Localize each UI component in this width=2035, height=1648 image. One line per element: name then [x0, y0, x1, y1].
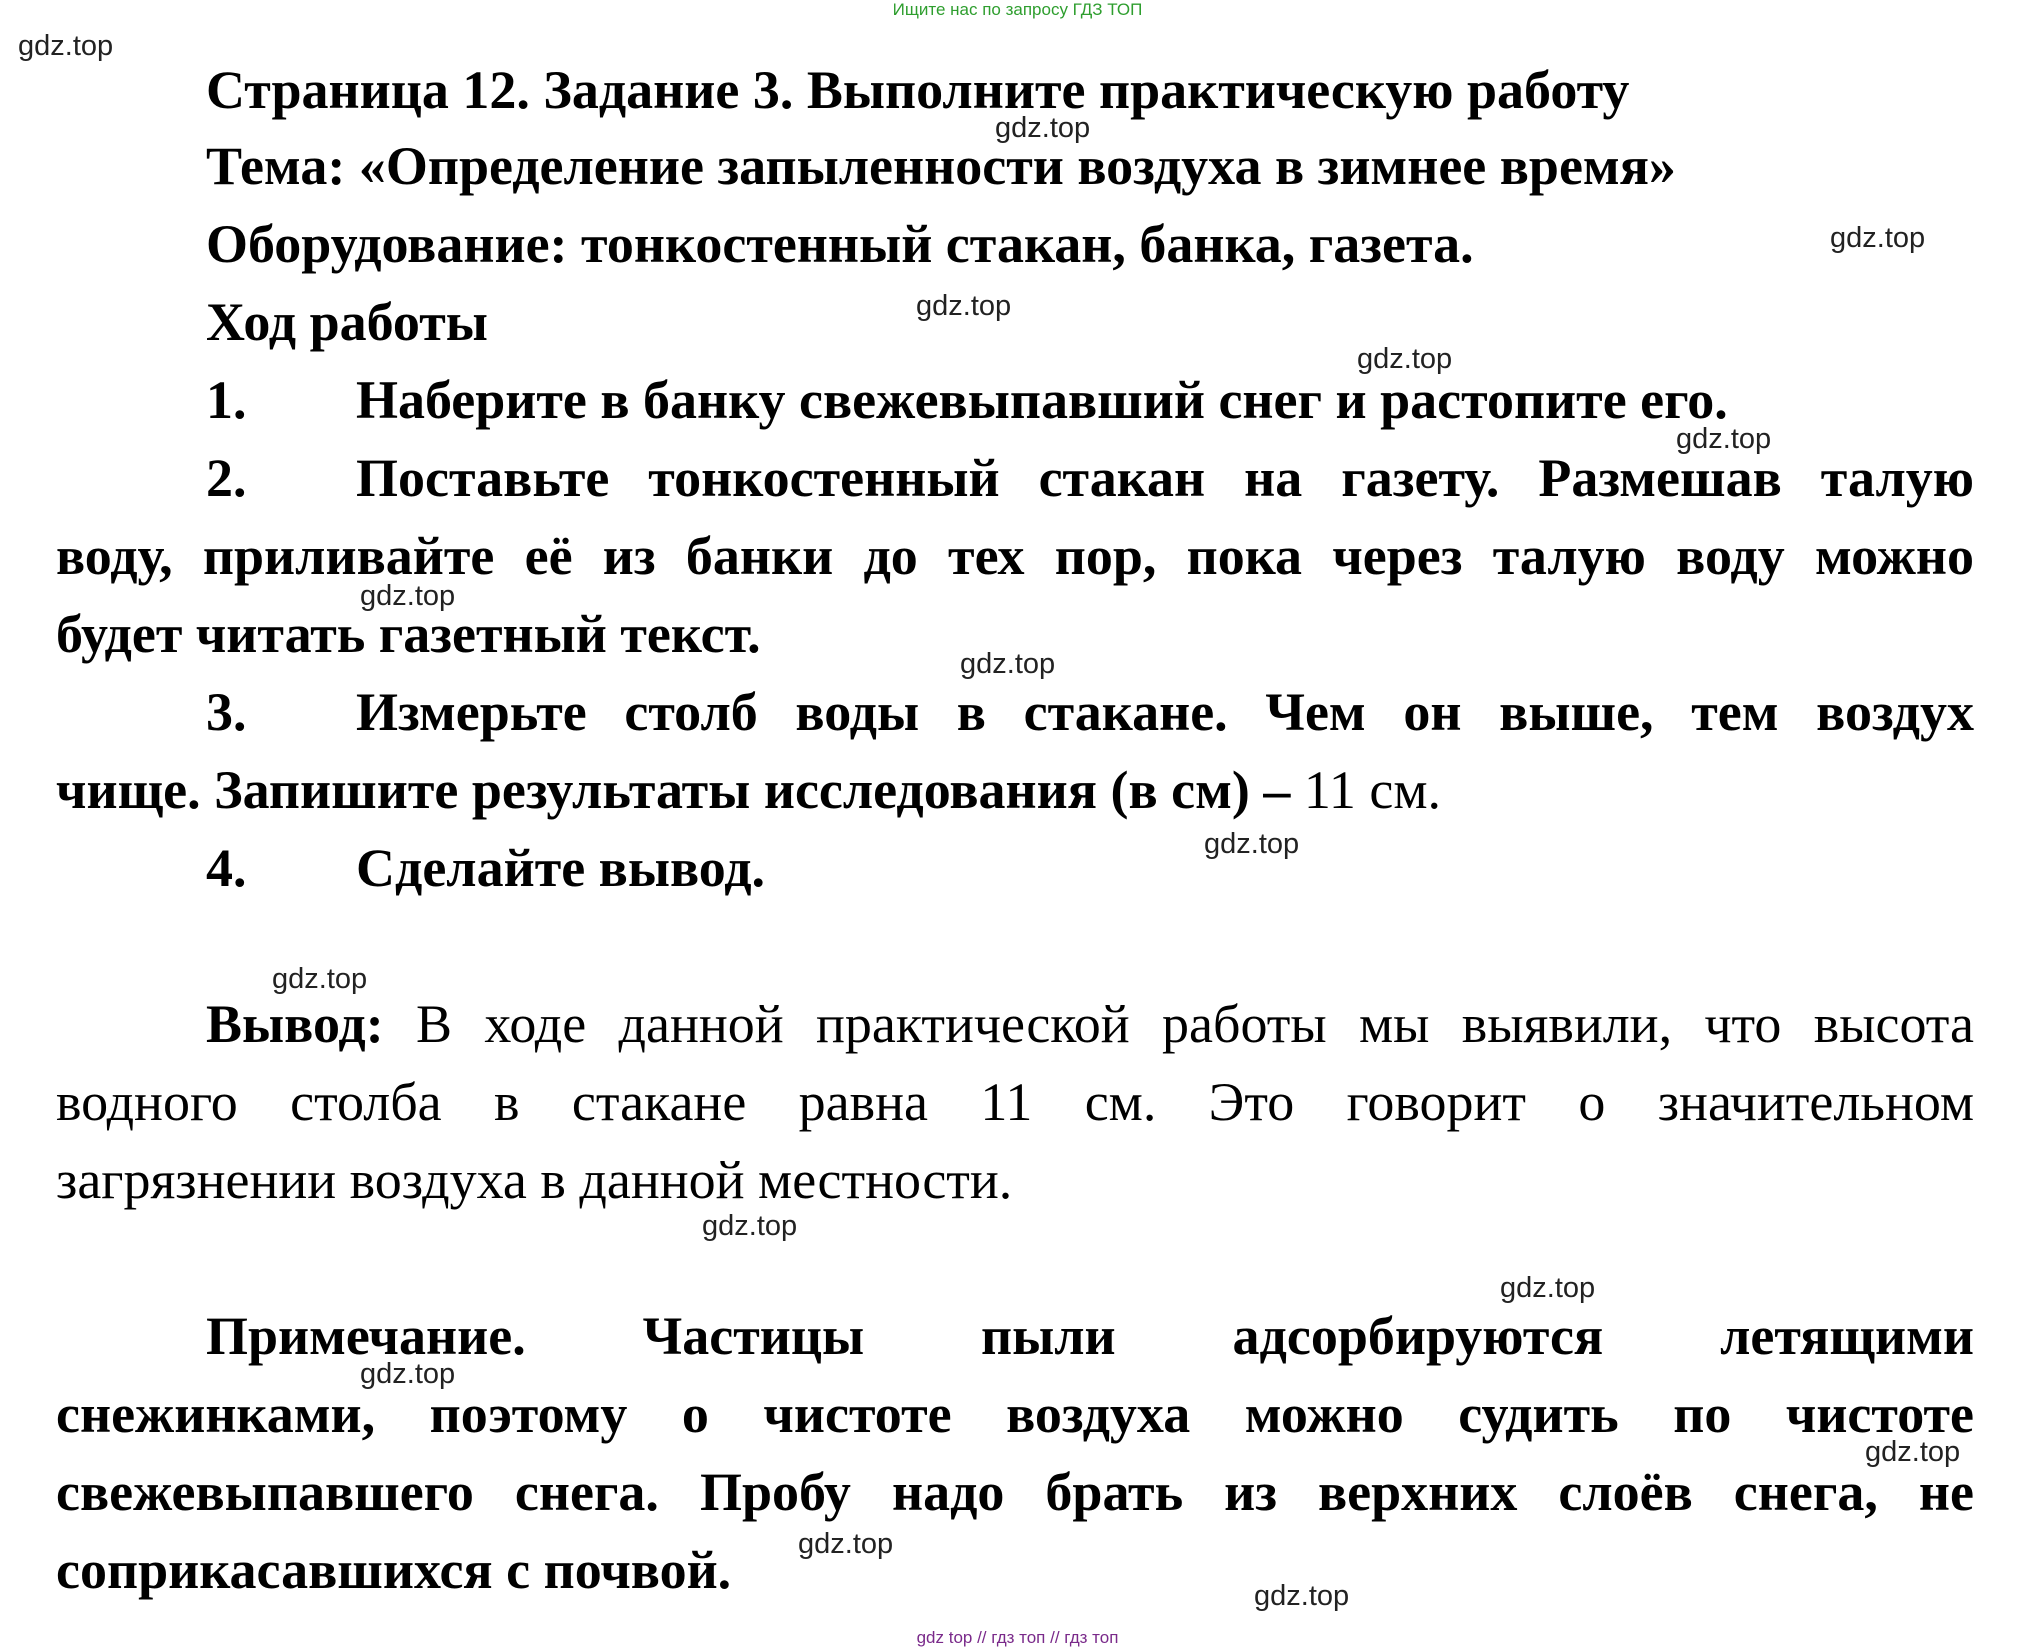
- watermark: gdz.top: [916, 290, 1012, 322]
- watermark: gdz.top: [272, 963, 368, 995]
- conclusion-text: В ходе данной практической работы мы выявили, что высота: [416, 994, 1975, 1054]
- conclusion-label: Вывод:: [206, 994, 384, 1054]
- step-number: 2.: [206, 448, 247, 508]
- step-text: Наберите в банку свежевыпавший снег и растопите его.: [356, 370, 1728, 430]
- step-number: 3.: [206, 682, 247, 742]
- step-1: [56, 370, 1974, 430]
- watermark: gdz.top: [995, 112, 1091, 144]
- step-number: 1.: [206, 370, 247, 430]
- topic: Тема: «Определение запыленности воздуха в зимнее время»: [206, 136, 1676, 196]
- procedure-heading: Ход работы: [206, 292, 488, 352]
- watermark: gdz.top: [1830, 222, 1926, 254]
- watermark: gdz.top: [1254, 1580, 1350, 1612]
- note-line-4: соприкасавшихся с почвой.: [56, 1540, 732, 1600]
- watermark: gdz.top: [960, 648, 1056, 680]
- step-2-line-3: будет читать газетный текст.: [56, 604, 761, 664]
- note: [56, 1306, 1974, 1366]
- step-text: Измерьте столб воды в стакане. Чем он выше, тем воздух: [356, 682, 1974, 742]
- note-label: Примечание.: [206, 1306, 526, 1366]
- conclusion: [56, 994, 1974, 1054]
- note-line-3: свежевыпавшего снега. Пробу надо брать из верхних слоёв снега, не: [56, 1462, 1974, 1522]
- watermark: gdz.top: [360, 580, 456, 612]
- step-3: [56, 682, 1974, 742]
- equipment: Оборудование: тонкостенный стакан, банка, газета.: [206, 214, 1474, 274]
- page-title: Страница 12. Задание 3. Выполните практическую работу: [206, 60, 1630, 120]
- step-4: [56, 838, 1974, 898]
- watermark: gdz.top: [1676, 423, 1772, 455]
- bottom-banner: gdz top // гдз топ // гдз топ: [916, 1628, 1119, 1647]
- watermark: gdz.top: [1865, 1436, 1961, 1468]
- top-banner: Ищите нас по запросу ГДЗ ТОП: [892, 0, 1143, 19]
- answer-value: 11 см.: [1290, 760, 1442, 820]
- step-text: Сделайте вывод.: [356, 838, 766, 898]
- watermark: gdz.top: [360, 1358, 456, 1390]
- conclusion-line-3: загрязнении воздуха в данной местности.: [56, 1150, 1013, 1210]
- watermark: gdz.top: [1204, 828, 1300, 860]
- step-3-line-2: [56, 760, 1974, 820]
- watermark: gdz.top: [1500, 1272, 1596, 1304]
- step-2: [56, 448, 1974, 508]
- watermark: gdz.top: [798, 1528, 894, 1560]
- conclusion-line-2: водного столба в стакане равна 11 см. Это говорит о значительном: [56, 1072, 1974, 1132]
- step-2-line-2: воду, приливайте её из банки до тех пор, пока через талую воду можно: [56, 526, 1974, 586]
- note-line-2: снежинками, поэтому о чистоте воздуха можно судить по чистоте: [56, 1384, 1974, 1444]
- step-text: чище. Запишите результаты исследования (в см) –: [56, 760, 1291, 820]
- watermark: gdz.top: [1357, 343, 1453, 375]
- watermark: gdz.top: [702, 1210, 798, 1242]
- step-number: 4.: [206, 838, 247, 898]
- step-text: Поставьте тонкостенный стакан на газету. Размешав талую: [356, 448, 1974, 508]
- watermark: gdz.top: [18, 30, 114, 62]
- note-text: Частицы пыли адсорбируются летящими: [642, 1306, 1974, 1366]
